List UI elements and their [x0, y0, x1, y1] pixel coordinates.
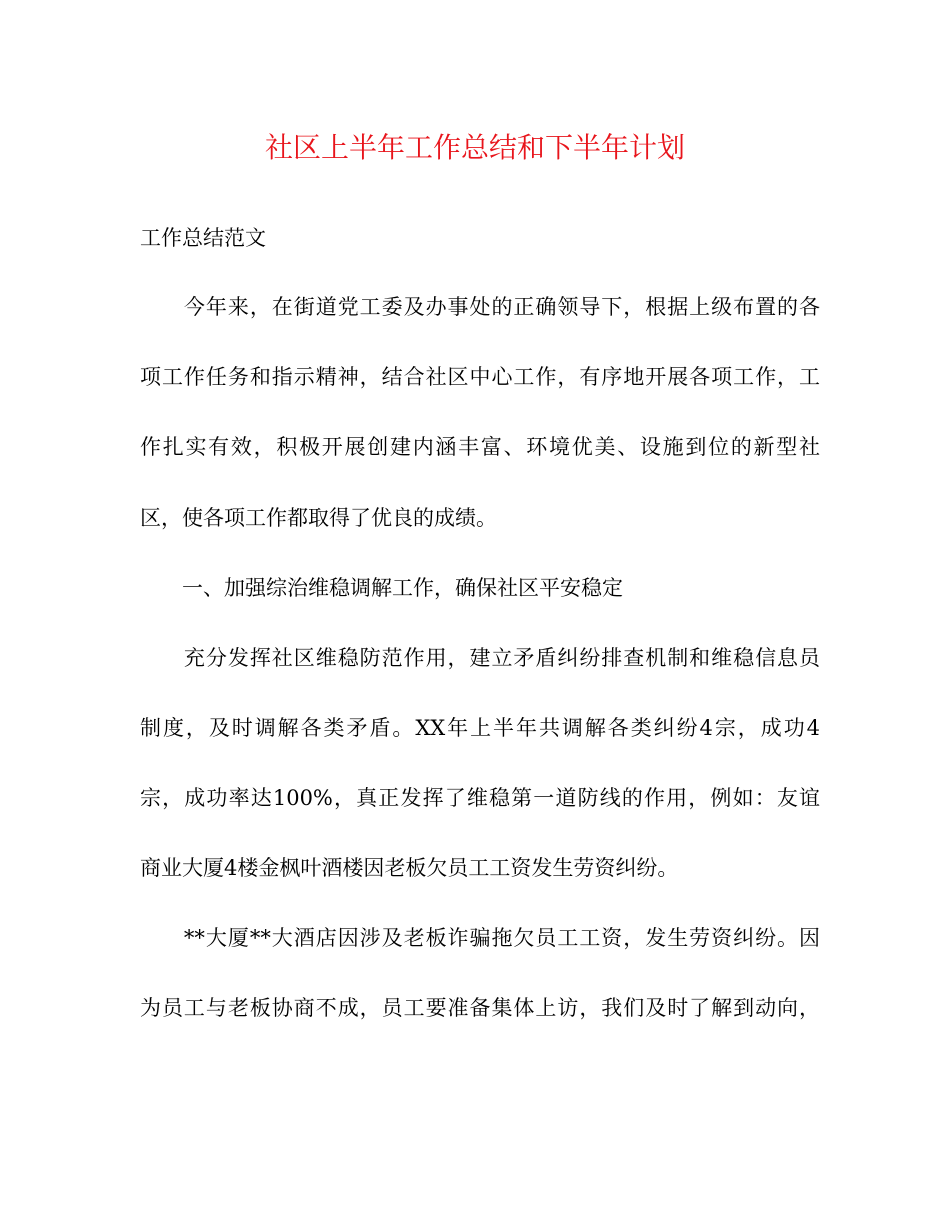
section-heading: 一、加强综治维稳调解工作，确保社区平安稳定 — [140, 576, 623, 600]
paragraph-line: 宗，成功率达100%，真正发挥了维稳第一道防线的作用，例如：友谊 — [140, 786, 820, 810]
paragraph-line: 作扎实有效，积极开展创建内涵丰富、环境优美、设施到位的新型社 — [140, 435, 820, 459]
paragraph-line: 制度，及时调解各类矛盾。XX年上半年共调解各类纠纷4宗，成功4 — [140, 716, 820, 740]
paragraph-line: **大厦**大酒店因涉及老板诈骗拖欠员工工资，发生劳资纠纷。因 — [140, 926, 820, 950]
paragraph-line: 今年来，在街道党工委及办事处的正确领导下，根据上级布置的各 — [140, 295, 820, 319]
document-subtitle: 工作总结范文 — [140, 226, 266, 250]
paragraph-line: 充分发挥社区维稳防范作用，建立矛盾纠纷排查机制和维稳信息员 — [140, 646, 820, 670]
paragraph-line: 商业大厦4楼金枫叶酒楼因老板欠员工工资发生劳资纠纷。 — [140, 856, 679, 880]
paragraph-line: 区，使各项工作都取得了优良的成绩。 — [140, 506, 497, 530]
paragraph-line: 为员工与老板协商不成，员工要准备集体上访，我们及时了解到动向， — [140, 996, 820, 1020]
paragraph-line: 项工作任务和指示精神，结合社区中心工作，有序地开展各项工作，工 — [140, 365, 820, 389]
document-title: 社区上半年工作总结和下半年计划 — [264, 131, 685, 164]
